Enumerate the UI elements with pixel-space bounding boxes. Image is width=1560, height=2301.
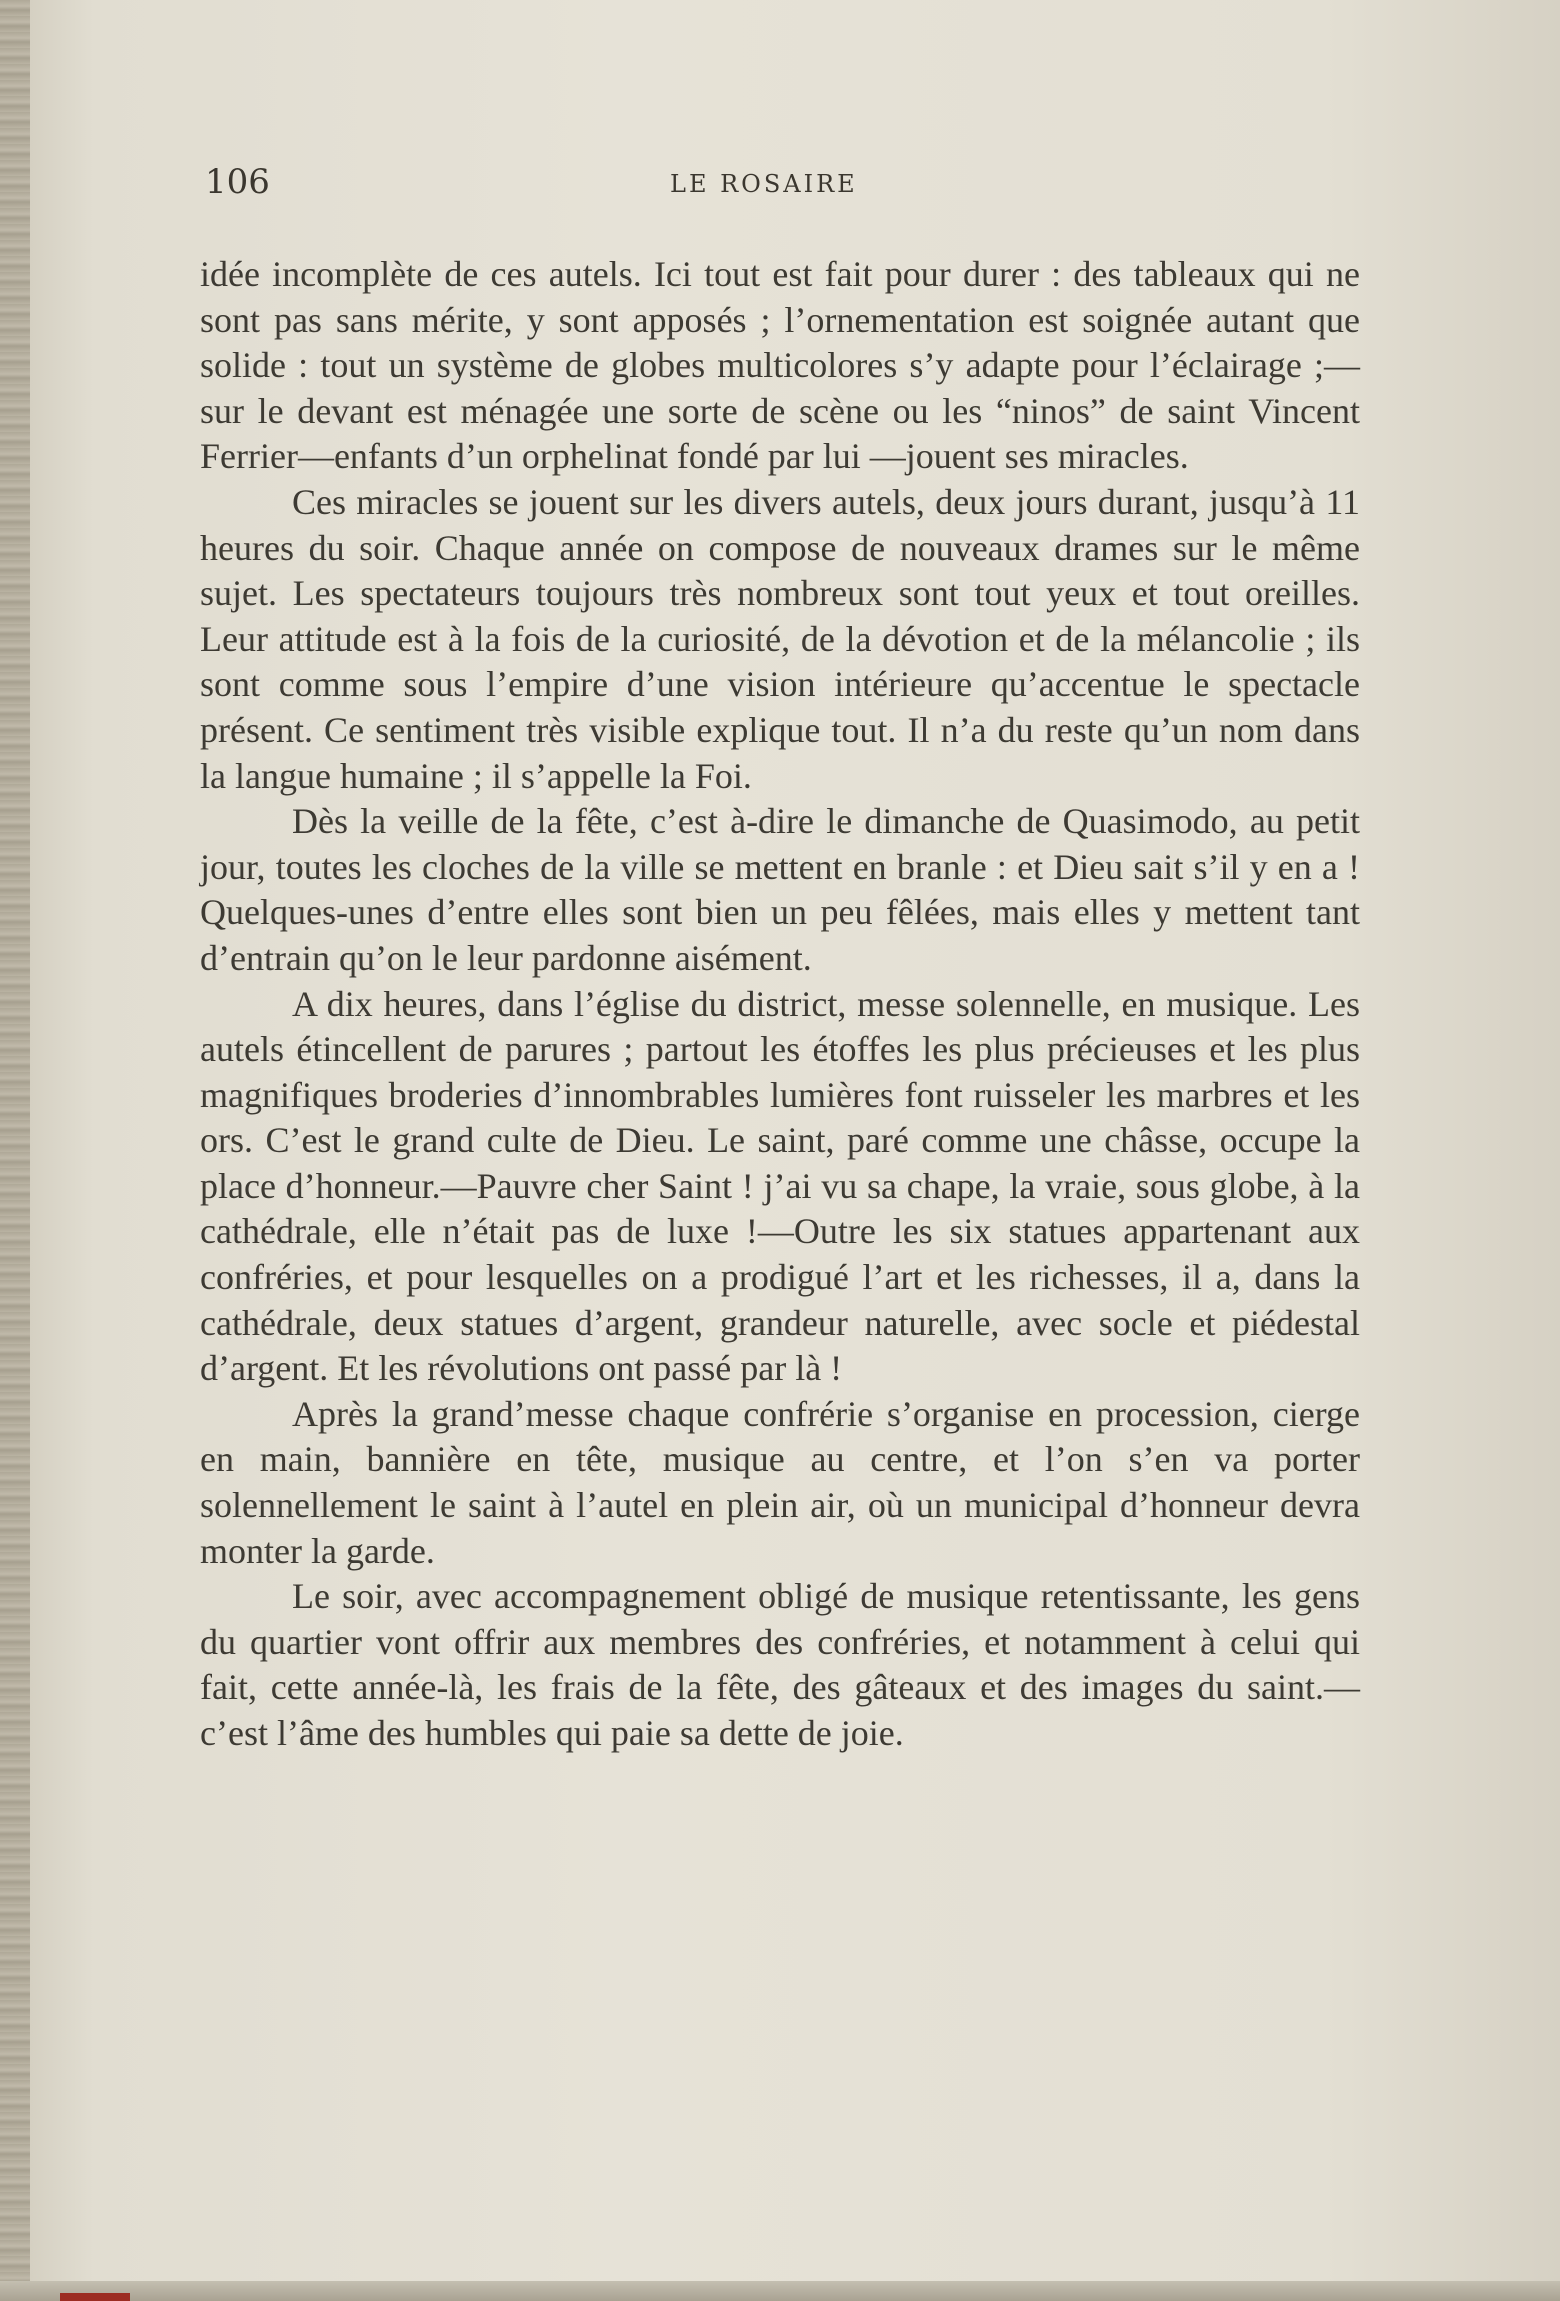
paragraph-mass: A dix heures, dans l’église du district, messe solennelle, en musique. Les autels étincellent de parures ; partout les étoffes les plus précieuses et les plus magnifiques broderies d’innombrables lumières font ruisseler les marbres et les ors. C’est le grand culte de Dieu. Le saint, paré comme une châsse, occupe la place d’honneur.—Pauvre cher Saint ! j’ai vu sa chape, la vraie, sous globe, à la cathédrale, elle n’était pas de luxe !—Outre les six statues appartenant aux confréries, et pour lesquelles on a prodigué l’art et les richesses, il a, dans la cathédrale, deux statues d’argent, grandeur naturelle, avec socle et piédestal d’argent. Et les révolutions ont passé par là ! <box>200 983 1360 1389</box>
paragraph-miracles: Ces miracles se jouent sur les divers autels, deux jours durant, jusqu’à 11 heures du soir. Chaque année on compose de nouveaux drames sur le même sujet. Les spectateurs toujours très nombreux sont tout yeux et tout oreilles. Leur attitude est à la fois de la curiosité, de la dévotion et de la mélancolie ; ils sont comme sous l’empire d’une vision intérieure qu’accentue le spectacle présent. Ce sentiment très visible explique tout. Il n’a du reste qu’un nom dans la langue humaine ; il s’appelle la Foi. <box>200 481 1360 796</box>
running-title: LE ROSAIRE <box>670 170 858 198</box>
page-number: 106 <box>205 162 270 202</box>
body-text <box>200 252 1360 1757</box>
paragraph-procession: Après la grand’messe chaque confrérie s’organise en procession, cierge en main, bannière en tête, musique au centre, et l’on s’en va porter solennellement le saint à l’autel en plein air, où un municipal d’honneur devra monter la garde. <box>200 1393 1360 1571</box>
page-bottom-edge <box>0 2281 1560 2301</box>
paragraph-bells: Dès la veille de la fête, c’est à-dire le dimanche de Quasimodo, au petit jour, toutes les cloches de la ville se mettent en branle : et Dieu sait s’il y en a ! Quelques-unes d’entre elles sont bien un peu fêlées, mais elles y mettent tant d’entrain qu’on le leur pardonne aisément. <box>200 801 1360 978</box>
running-head <box>205 162 1355 212</box>
paragraph-evening: Le soir, avec accompagnement obligé de musique retentissante, les gens du quartier vont offrir aux membres des confréries, et notamment à celui qui fait, cette année-là, les frais de la fête, des gâteaux et des images du saint.—c’est l’âme des humbles qui paie sa dette de joie. <box>200 1576 1360 1753</box>
paragraph-continuation: idée incomplète de ces autels. Ici tout est fait pour durer : des tableaux qui ne sont pas sans mérite, y sont apposés ; l’ornementation est soignée autant que solide : tout un système de globes multicolores s’y adapte pour l’éclairage ;—sur le devant est ménagée une sorte de scène ou les “ninos” de saint Vincent Ferrier—enfants d’un orphelinat fondé par lui —jouent ses miracles. <box>200 254 1360 477</box>
red-ribbon-mark <box>60 2293 130 2301</box>
page-binding-edge <box>0 0 30 2301</box>
